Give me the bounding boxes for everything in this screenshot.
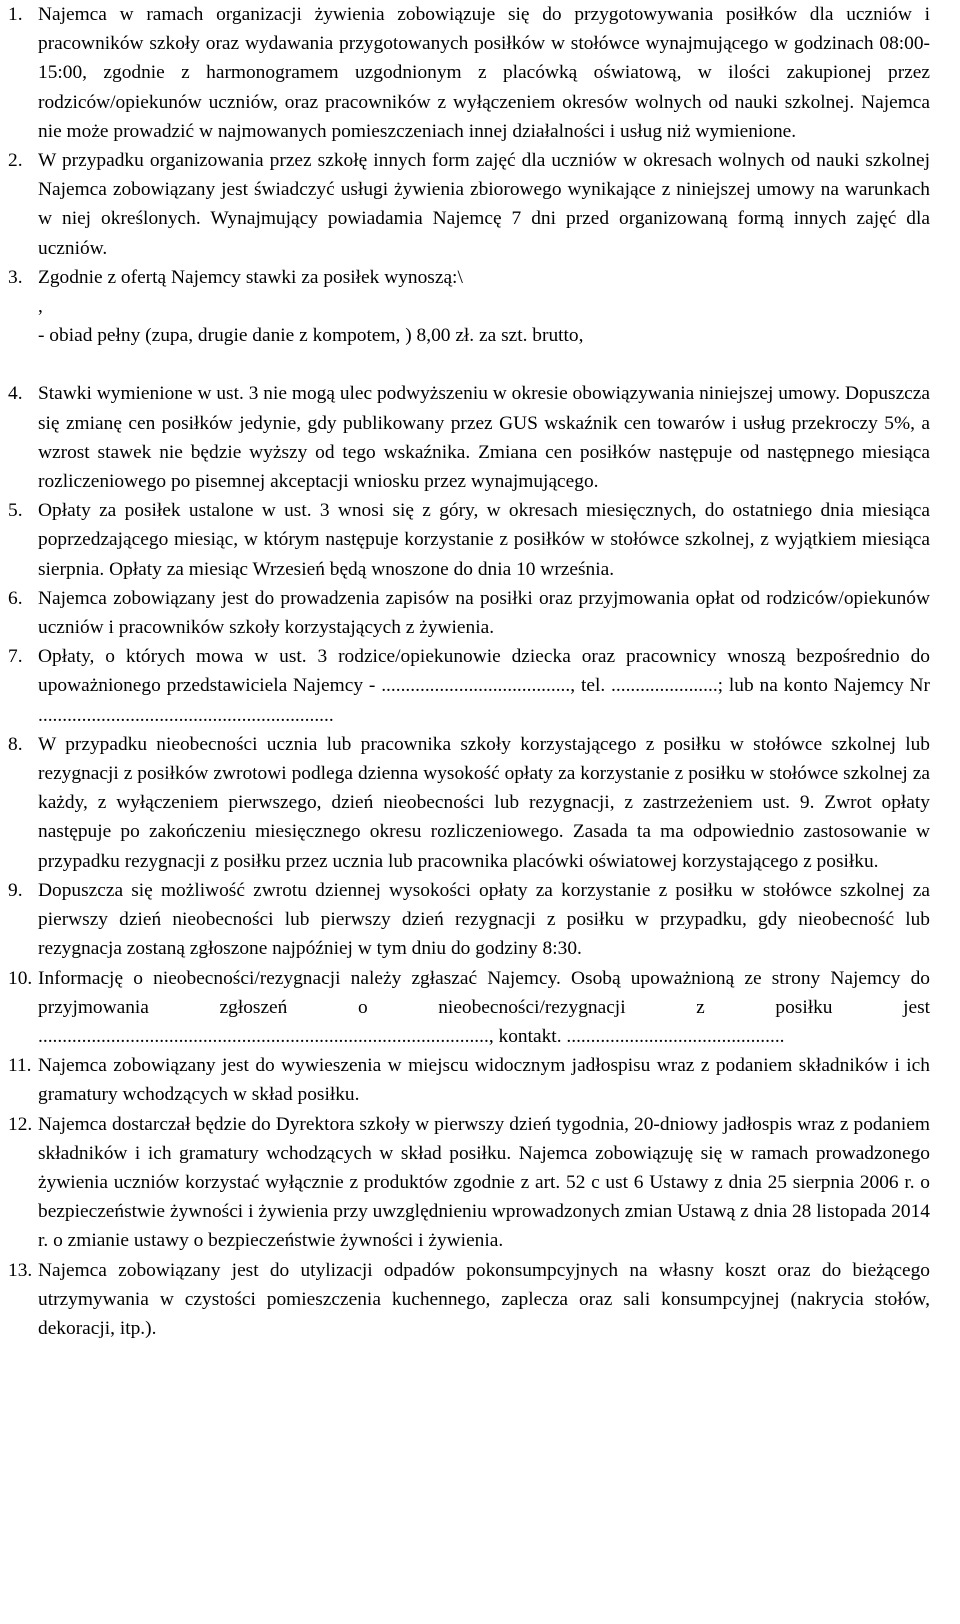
clause-text: Stawki wymienione w ust. 3 nie mogą ulec podwyższeniu w okresie obowiązywania niniejszej umowy. Dopuszcza się zmianę cen posiłków jedynie, gdy publikowany przez GUS wskaźnik cen towarów i usług przekroczy 5%, a wzrost stawek nie będzie wyższy od tego wskaźnika. Zmiana cen posiłków następuje od następnego miesiąca rozliczeniowego po pisemnej akceptacji wniosku przez wynajmującego. (38, 383, 930, 493)
clause-number: 10. (8, 967, 33, 989)
clause-number: 11. (8, 1055, 32, 1077)
clause-4 (8, 379, 930, 496)
clause-number: 8. (8, 733, 23, 755)
clause-text: Informację o nieobecności/rezygnacji należy zgłaszać Najemcy. Osobą upoważnioną ze strony Najemcy do przyjmowania zgłoszeń o nieobecności/rezygnacji z posiłku jest ............................................................................................., kontakt. ............................................. (38, 967, 930, 1047)
clause-8 (8, 730, 930, 876)
blank-line (38, 350, 930, 379)
clause-number: 13. (8, 1259, 33, 1281)
contract-clause-list (8, 0, 930, 1343)
clause-11 (8, 1051, 930, 1109)
clause-text: Najemca dostarczał będzie do Dyrektora szkoły w pierwszy dzień tygodnia, 20-dniowy jadłospis wraz z podaniem składników i ich gramatury wchodzących w skład posiłku. Najemca zobowiązuję się w ramach prowadzonego żywienia uczniów korzystać wyłącznie z produktów zgodnie z art. 52 c ust 6 Ustawy z dnia 25 sierpnia 2006 r. o bezpieczeństwie żywności i żywienia przy uwzględnieniu wprowadzonych zmian Ustawą z dnia 28 listopada 2014 r. o zmianie ustawy o bezpieczeństwie żywności i żywienia. (38, 1113, 930, 1252)
clause-number: 6. (8, 587, 23, 609)
clause-text: Dopuszcza się możliwość zwrotu dziennej wysokości opłaty za korzystanie z posiłku w stołówce szkolnej za pierwszy dzień nieobecności lub pierwszy dzień rezygnacji z posiłku w przypadku, gdy nieobecność lub rezygnacja zostaną zgłoszone najpóźniej w tym dniu do godziny 8:30. (38, 879, 930, 960)
clause-number: 9. (8, 879, 23, 901)
clause-number: 5. (8, 500, 23, 522)
clause-12 (8, 1110, 930, 1256)
clause-text: W przypadku nieobecności ucznia lub pracownika szkoły korzystającego z posiłku w stołówce szkolnej lub rezygnacji z posiłków zwrotowi podlega dzienna wysokość opłaty za korzystanie z posiłku w stołówce szkolnej za każdy, z wyłączeniem pierwszego, dzień nieobecności lub rezygnacji, z zastrzeżeniem ust. 9. Zwrot opłaty następuje po zakończeniu miesięcznego okresu rozliczeniowego. Zasada ta ma odpowiednio zastosowanie w przypadku rezygnacji z posiłku przez ucznia lub pracownika placówki oświatowej korzystającego z posiłku. (38, 733, 930, 872)
clause-5 (8, 496, 930, 584)
clause-7 (8, 642, 930, 730)
clause-text: Zgodnie z ofertą Najemcy stawki za posiłek wynoszą:\ (38, 266, 463, 288)
clause-text: W przypadku organizowania przez szkołę innych form zajęć dla uczniów w okresach wolnych od nauki szkolnej Najemca zobowiązany jest świadczyć usługi żywienia zbiorowego wynikające z niniejszej umowy na warunkach w niej określonych. Wynajmujący powiadamia Najemcę 7 dni przed organizowaną formą innych zajęć dla uczniów. (38, 150, 930, 259)
clause-10 (8, 964, 930, 1052)
clause-6 (8, 584, 930, 642)
clause-text-line: , (38, 296, 43, 318)
clause-text: Najemca zobowiązany jest do utylizacji odpadów pokonsumpcyjnych na własny koszt oraz do bieżącego utrzymywania w czystości pomieszczenia kuchennego, zaplecza oraz sali konsumpcyjnej (nakrycia stołów, dekoracji, itp.). (38, 1259, 930, 1339)
clause-9 (8, 876, 930, 964)
clause-text: Opłaty za posiłek ustalone w ust. 3 wnosi się z góry, w okresach miesięcznych, do ostatniego dnia miesiąca poprzedzającego miesiąc, w którym następuje korzystanie z posiłków w stołówce szkolnej, z wyjątkiem miesiąca sierpnia. Opłaty za miesiąc Wrzesień będą wnoszone do dnia 10 września. (38, 500, 930, 580)
clause-text: Opłaty, o których mowa w ust. 3 rodzice/opiekunowie dziecka oraz pracownicy wnoszą bezpośrednio do upoważnionego przedstawiciela Najemcy - ......................................., tel. ......................; lub na konto Najemcy Nr ............................................................. (38, 646, 930, 726)
price-line: - obiad pełny (zupa, drugie danie z kompotem, ) 8,00 zł. za szt. brutto, (38, 325, 584, 347)
clause-text: Najemca w ramach organizacji żywienia zobowiązuje się do przygotowywania posiłków dla uczniów i pracowników szkoły oraz wydawania przygotowanych posiłków w stołówce wynajmującego w godzinach 08:00-15:00, zgodnie z harmonogramem uzgodnionym z placówką oświatową, w ilości zakupionej przez rodziców/opiekunów uczniów, oraz pracowników z wyłączeniem okresów wolnych od nauki szkolnej. Najemca nie może prowadzić w najmowanych pomieszczeniach innej działalności i usług niż wymienione. (38, 4, 930, 142)
clause-number: 1. (8, 4, 23, 25)
clause-3 (8, 263, 930, 380)
clause-13 (8, 1256, 930, 1344)
clause-2 (8, 146, 930, 263)
clause-number: 12. (8, 1113, 33, 1135)
clause-1 (8, 0, 930, 146)
clause-number: 7. (8, 646, 23, 668)
clause-number: 2. (8, 150, 23, 172)
clause-text: Najemca zobowiązany jest do wywieszenia w miejscu widocznym jadłospisu wraz z podaniem składników i ich gramatury wchodzących w skład posiłku. (38, 1055, 930, 1106)
clause-number: 3. (8, 266, 23, 288)
clause-number: 4. (8, 383, 23, 405)
clause-text: Najemca zobowiązany jest do prowadzenia zapisów na posiłki oraz przyjmowania opłat od rodziców/opiekunów uczniów i pracowników szkoły korzystających z żywienia. (38, 587, 930, 639)
